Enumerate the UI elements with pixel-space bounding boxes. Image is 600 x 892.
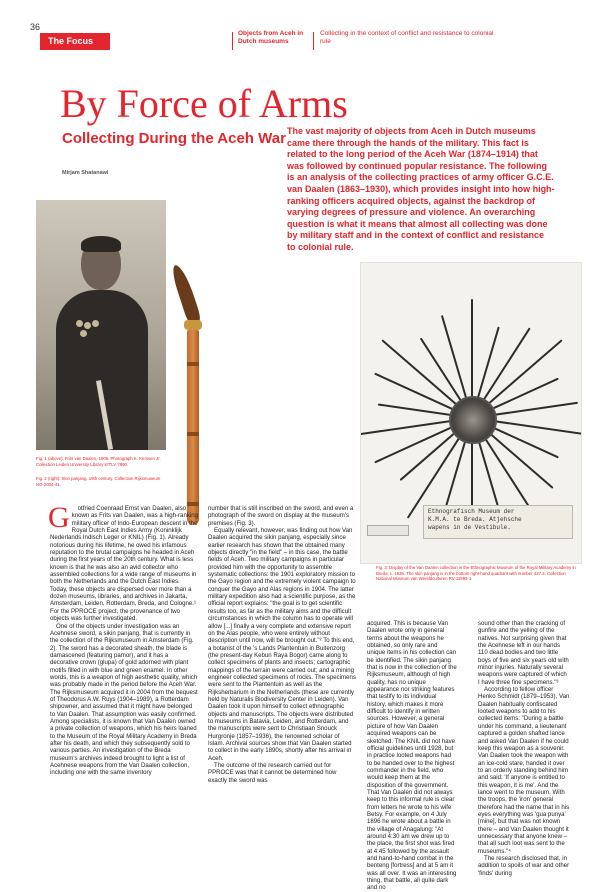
figure-3-caption: Fig. 3: Display of the Van Daalen collection in the Ethnographic Museum of the Royal Military Academy in Breda, c. 1936. The skin panjang is in the bottom right-hand quadrant with number 437.3. Collection National Museum van Wereldculturen RV-11996-1. xyxy=(376,565,576,582)
figure-2-caption: Fig. 2 (right): Skin panjang, 19th century. Collection Rijksmuseum NG-2004-41. xyxy=(36,476,161,487)
paragraph: acquired. This is because Van Daalen wrote only in general terms about the weapons he obtained, so only rare and unique items in his collection can be identified. The sikin panjang that is now in the collection of the Rijksmuseum, although of high quality, has no unique appearance nor striking features that testify to its individual history, which makes it more difficult to identify in written sources. However, a general picture of how Van Daalen acquired weapons can be sketched. The KNIL did not have official guidelines until 1928, but in practice looted weapons had to be handed over to the highest commander in the field, who would keep them at the disposition of the government. That Van Daalen did not always keep to this informal rule is clear from letters he wrote to his wife Betsy. For example, on 4 July 1896 he wrote about a battle in the village of Anagalung: "At around 4:30 am we drew up to the place, the first shot was fired at 4:45 followed by the assault and hand-to-hand combat in the benteng [fortress] and at 5 am it was all over. It was an interesting thing, that battle, all quite dark and no xyxy=(367,620,457,892)
header-divider xyxy=(232,32,233,50)
body-column-3 xyxy=(367,620,457,892)
body-column-4 xyxy=(478,620,570,877)
dropcap: G xyxy=(48,501,70,534)
portrait-photo xyxy=(36,200,166,450)
label-line: K.M.A. te Breda. Atjehsche xyxy=(428,516,522,523)
label-line: Ethnografisch Museum der xyxy=(428,508,515,515)
paragraph: otfried Coenraad Ernst van Daalen, also known as Frits van Daalen, was a high-ranking military officer of Indo-European descent in the Royal Dutch East Indies Army (Koninklijk Nederlands Indisch Leger or KNIL) (Fig. 1). Already notorious during his lifetime, he owed his infamous reputation to the brutal campaigns he headed in Aceh during the first years of the 20th century. What is less known is that he was also an avid collector who assembled collections for a wide range of museums in both the Netherlands and the Dutch East Indies. Today, these objects are dispersed over more than a dozen museums, libraries, and archives in Jakarta, Amsterdam, Leiden, Rotterdam, Breda, and Cologne.¹ For the PPROCE project, the provenance of two objects was further investigated. xyxy=(50,505,199,623)
paragraph: Equally relevant, however, was finding out how Van Daalen acquired the sikin panjang, especially since earlier research has shown that the obtained many objects directly "in the field" – in this case, the battle fields of Aceh. Two military campaigns in particular provided him with the opportunity to assemble systematic collections: the 1901 exploratory mission to the Gayo region and the extremely violent campaign to conquer the Gayo and Alas regions in 1904. The latter military expedition also had a scientific purpose, as the official report explains: "the goal is to get scientific results too, as far as the military aims and the difficult circumstances in which the column has to operate will allow [...] finally a very complete and extensive report on the Alas people, who were entirely without description until now, will be brought out."² To this end, a botanist of the 's Lands Plantentuin in Buitenzorg (the present-day Kebun Raya Bogor) came along to collect specimens of plants and insects; cartographic mappings of the terrain were carried out; and a mining engineer collected specimens of rocks. The specimens were sent to the Plantentuin as well as the Rijksherbarium in the Netherlands (these are currently held by Naturalis Biodiversity Center in Leiden). Van Daalen took it upon himself to collect ethnographic objects and manuscripts. The objects were distributed to museums in Batavia, Leiden, and Rotterdam, and the manuscripts were sent to Christiaan Snouck Hurgronje (1857–1936), the renowned scholar of Islam. Archival sources show that Van Daalen started to collect in the early 1890s, shortly after his arrival in Aceh. xyxy=(208,527,356,762)
museum-label-card xyxy=(423,505,573,539)
small-label-card xyxy=(367,525,409,536)
page-number: 36 xyxy=(30,22,41,32)
paragraph: sound other than the cracking of gunfire and the yelling of the natives. Not surprising given that the Acehnese left in our hands 110 dead bodies and two little boys of five and six years old with minor injuries. Naturally several weapons were captured of which I have three fine specimens."³ xyxy=(478,620,569,686)
lead-paragraph: The vast majority of objects from Aceh in Dutch museums came there through the hands of the military. This fact is related to the long period of the Aceh War (1874–1914) that was followed by continued popular resistance. The following is an analysis of the collecting practices of army officer G.C.E. van Daalen (1863–1930), which provides insight into how high-ranking officers acquired objects, against the backdrop of varying degrees of pressure and violence. An overarching question is what it means that almost all collecting was done by military staff and in the context of conflict and resistance to colonial rule. xyxy=(287,126,555,252)
sikin-panjang-photo xyxy=(178,262,218,527)
section-title: Objects from Aceh in Dutch museums xyxy=(238,30,304,45)
section-tab: The Focus xyxy=(40,33,110,50)
body-column-2 xyxy=(208,505,356,784)
paragraph: According to fellow officer Henko Schmidt (1879–1953), Van Daalen habitually confiscated looted weapons to add to his collected items: "During a battle under his command, a lieutenant captured a golden shafted lance and asked Van Daalen if he could keep this weapon as a souvenir. Van Daalen took the weapon with an ice-cold stare, handed it over to an orderly standing behind him and said: 'If anyone is entitled to this weapon, it is me'. And the lance went to the museum. With the troops, the 'iron' general therefore had the name that in his eyes everything was 'gua punya' [mine], but that was not known there – and Van Daalen thought it unnecessary that anyone knew – that all such loot was sent to the museums."⁴ xyxy=(478,686,570,855)
paragraph: The outcome of the research carried out for PPROCE was that it cannot be determined how exactly the sword was xyxy=(208,762,337,784)
body-column-1 xyxy=(48,501,199,777)
paragraph: One of the objects under investigation was an Acehnese sword, a sikin panjang, that is currently in the collection of the Rijksmuseum in Amsterdam (Fig. 2). The sword has a decorated sheath, the blade is damascened (featuring pamor), and it has a decorative crown (glupa) of gold adorned with plant motifs filled in with blue and green enamel. In other words, this is a weapon of high aesthetic quality, which was probably made in the period before the Aceh War. The Rijksmuseum acquired it in 2004 from the bequest of Theodorus A.W. Ruys (1904–1989), a Rotterdam shipowner, and assumed that it might have belonged to Van Daalen. That assumption was easily confirmed. Among specialists, it is known that Van Daalen owned a private collection of weapons, which his heirs loaned to the Museum of the Royal Military Academy in Breda after his death, and which they subsequently sold to various parties. An investigation of the Breda museum's archives indeed brought to light a list of Acehnese weapons from the Van Daalen collection, including one with the same inventory xyxy=(50,622,198,777)
article-subtitle: Collecting During the Aceh War xyxy=(62,130,286,147)
header-divider xyxy=(313,32,314,50)
paragraph: number that is still inscribed on the sword, and even a photograph of the sword on display at the museum's premises (Fig. 3). xyxy=(208,505,354,527)
author-name: Mirjam Shatanawi xyxy=(62,170,109,176)
shield-icon xyxy=(449,396,497,444)
label-line: wapens in de Vestibule. xyxy=(428,524,511,531)
figure-1-caption: Fig. 1 (above): Frits van Daalen, 1909. Photograph K. Kerssen Jr. Collection Leiden University Library KITLV 7890. xyxy=(36,456,161,467)
paragraph: The research disclosed that, in addition to spoils of war and other 'finds' during xyxy=(478,855,570,877)
section-subtitle: Collecting in the context of conflict and resistance to colonial rule xyxy=(320,30,494,45)
article-title: By Force of Arms xyxy=(60,81,348,126)
weapon-display-photo xyxy=(360,262,582,564)
